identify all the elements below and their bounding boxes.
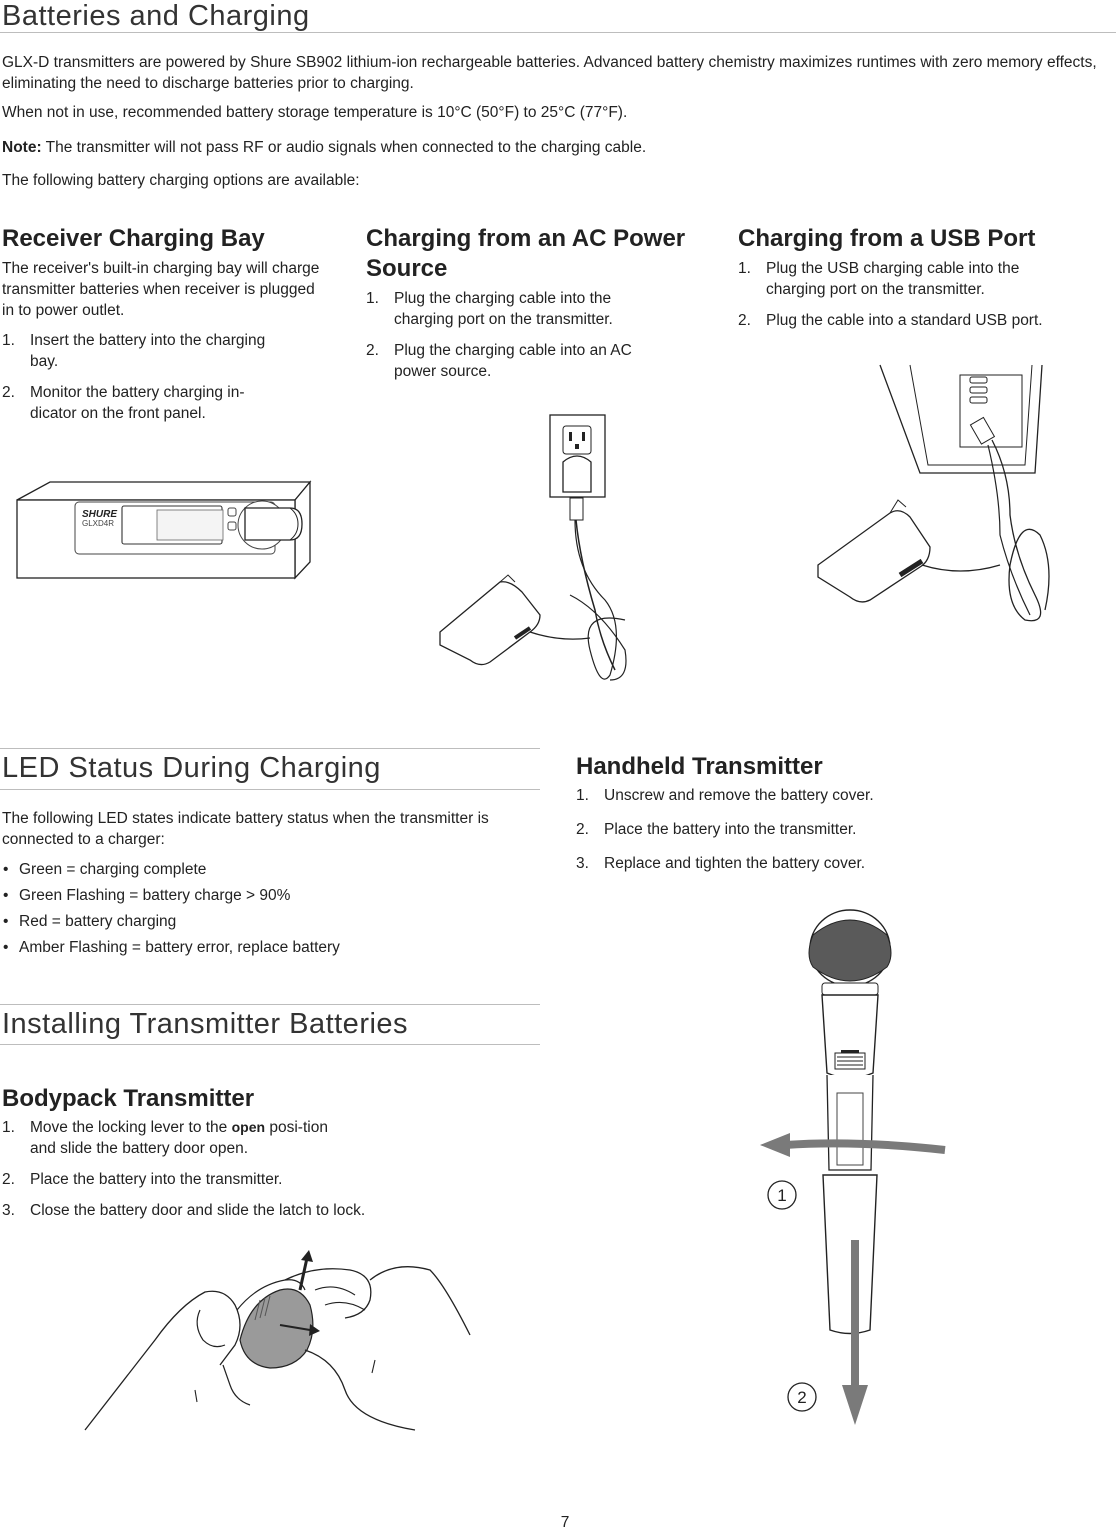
led-rule-top — [0, 748, 540, 749]
page-title: Batteries and Charging — [2, 0, 310, 32]
list-item: 2. Plug the cable into a standard USB port. — [738, 312, 1043, 329]
list-item: 1. Plug the USB charging cable into the charging port on the transmitter. — [738, 260, 1020, 298]
led-status-list — [0, 859, 520, 963]
receiver-brand: SHURE — [82, 509, 118, 520]
note-paragraph — [2, 137, 1112, 158]
intro-paragraph: GLX-D transmitters are powered by Shure SB902 lithium-ion rechargeable batteries. Advanced battery chemistry maximizes runtimes with zero memory effects, eliminating the need to discharge batteries prior to charging. — [2, 54, 1097, 92]
list-item: 1. Plug the charging cable into the charging port on the transmitter. — [366, 290, 613, 328]
list-item: 1. Unscrew and remove the battery cover. — [576, 787, 874, 804]
led-status-heading: LED Status During Charging — [2, 752, 381, 784]
usb-port-steps — [738, 258, 1078, 341]
list-item: • Green Flashing = battery charge > 90% — [0, 885, 520, 906]
receiver-bay-desc: The receiver's built-in charging bay will charge transmitter batteries when receiver is plugged in to power outlet. — [2, 260, 320, 319]
list-item: 3. Close the battery door and slide the latch to lock. — [2, 1202, 366, 1219]
note-text: The transmitter will not pass RF or audio signals when connected to the charging cable. — [41, 139, 647, 156]
receiver-model: GLXD4R — [82, 519, 115, 528]
ac-power-steps — [366, 288, 636, 392]
callout-1: 1 — [777, 1186, 787, 1205]
page-number: 7 — [560, 1514, 570, 1531]
installing-rule-top — [0, 1004, 540, 1005]
bodypack-illustration — [85, 1250, 470, 1435]
list-item: 1. Move the locking lever to the open posi-tion and slide the battery door open. — [2, 1119, 328, 1157]
note-label: Note: — [2, 139, 42, 156]
callout-2: 2 — [797, 1388, 807, 1407]
title-rule — [0, 32, 1116, 33]
bodypack-heading: Bodypack Transmitter — [2, 1085, 255, 1112]
receiver-bay-heading: Receiver Charging Bay — [2, 225, 265, 252]
bodypack-steps — [2, 1117, 422, 1231]
list-item: • Amber Flashing = battery error, replace battery — [0, 937, 520, 958]
storage-paragraph: When not in use, recommended battery storage temperature is 10°C (50°F) to 25°C (77°F). — [2, 104, 628, 121]
list-item: 3. Replace and tighten the battery cover. — [576, 855, 866, 872]
led-rule-bottom — [0, 789, 540, 790]
list-item: • Green = charging complete — [0, 859, 520, 880]
list-item: 2. Monitor the battery charging in-dicator on the front panel. — [2, 384, 245, 422]
ac-power-heading: Charging from an AC Power Source — [366, 225, 686, 282]
installing-rule-bottom — [0, 1044, 540, 1045]
ac-charging-illustration — [430, 410, 640, 690]
list-item: 1. Insert the battery into the charging bay. — [2, 332, 266, 370]
installing-heading: Installing Transmitter Batteries — [2, 1008, 409, 1040]
handheld-steps — [576, 785, 996, 884]
list-item: 2. Place the battery into the transmitter. — [2, 1171, 283, 1188]
receiver-illustration — [0, 470, 320, 590]
handheld-heading: Handheld Transmitter — [576, 753, 823, 780]
led-status-desc: The following LED states indicate battery status when the transmitter is connected to a charger: — [2, 810, 489, 848]
options-paragraph: The following battery charging options are available: — [2, 172, 360, 189]
list-item: • Red = battery charging — [0, 911, 520, 932]
receiver-bay-steps — [2, 330, 267, 434]
usb-charging-illustration — [810, 365, 1060, 635]
list-item: 2. Plug the charging cable into an AC power source. — [366, 342, 632, 380]
usb-port-heading: Charging from a USB Port — [738, 225, 1036, 252]
handheld-illustration — [755, 905, 980, 1430]
list-item: 2. Place the battery into the transmitter. — [576, 821, 857, 838]
